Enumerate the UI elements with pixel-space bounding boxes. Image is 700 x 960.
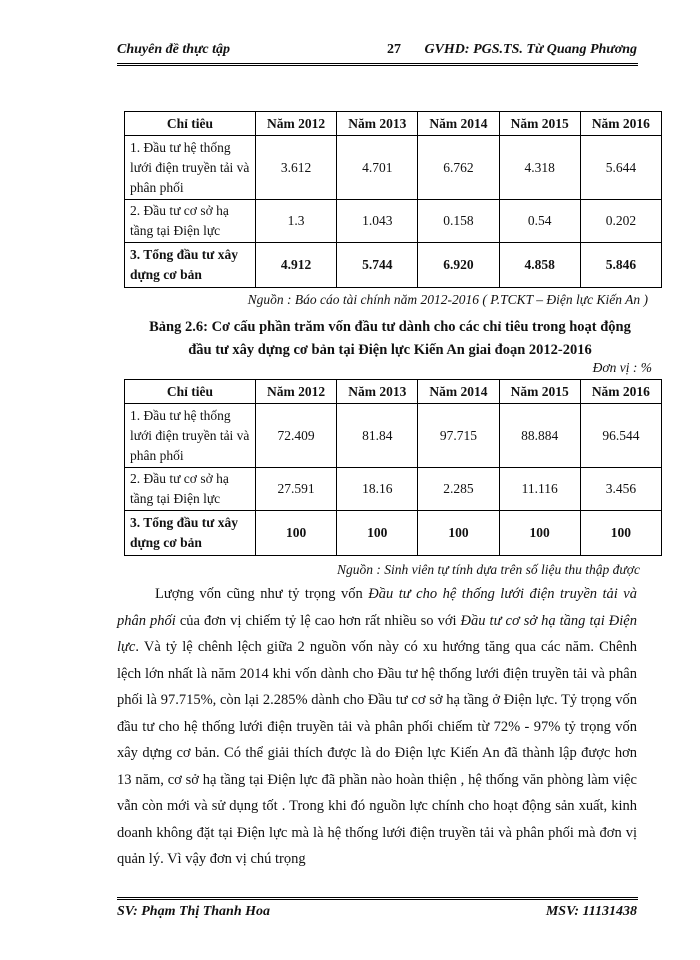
- table-cell: 1.3: [256, 200, 337, 243]
- column-header: Năm 2013: [337, 112, 418, 136]
- table-caption: Bảng 2.6: Cơ cấu phần trăm vốn đầu tư dành cho các chỉ tiêu trong hoạt động: [149, 319, 631, 335]
- table-cell: 5.744: [337, 243, 418, 288]
- table-cell: 1.043: [337, 200, 418, 243]
- row-label: 1. Đầu tư hệ thống lưới điện truyền tải và phân phối: [125, 404, 256, 468]
- table-row-total: [125, 243, 662, 288]
- table-cell: 5.644: [580, 136, 661, 200]
- row-label: 2. Đầu tư cơ sở hạ tầng tại Điện lực: [125, 200, 256, 243]
- column-header: Năm 2015: [499, 112, 580, 136]
- row-label: 3. Tổng đầu tư xây dựng cơ bản: [125, 243, 256, 288]
- header-rule-2: [117, 65, 638, 66]
- column-header: Năm 2012: [256, 380, 337, 404]
- header-title: Chuyên đề thực tập: [117, 42, 231, 57]
- table-row: [125, 404, 662, 468]
- table-cell: 100: [337, 511, 418, 556]
- table-cell: 100: [418, 511, 499, 556]
- table-source-note-2: Nguồn : Sinh viên tự tính dựa trên số liệu thu thập được: [336, 562, 640, 577]
- column-header: Năm 2016: [580, 380, 661, 404]
- paragraph-run: của đơn vị chiếm tỷ lệ cao hơn rất nhiều so với: [175, 612, 461, 629]
- table-cell: 97.715: [418, 404, 499, 468]
- table-cell: 0.158: [418, 200, 499, 243]
- page-footer: [117, 904, 637, 924]
- table-cell: 4.318: [499, 136, 580, 200]
- table-cell: 6.920: [418, 243, 499, 288]
- page-header: [117, 38, 637, 62]
- table-cell: 72.409: [256, 404, 337, 468]
- table-cell: 4.912: [256, 243, 337, 288]
- table-cell: 3.612: [256, 136, 337, 200]
- table-cell: 96.544: [580, 404, 661, 468]
- column-header: Chỉ tiêu: [125, 380, 256, 404]
- column-header: Năm 2013: [337, 380, 418, 404]
- column-header: Năm 2015: [499, 380, 580, 404]
- paragraph-text: [117, 581, 637, 873]
- table-cell: 27.591: [256, 468, 337, 511]
- table-cell: 6.762: [418, 136, 499, 200]
- investment-table: [124, 111, 662, 288]
- footer-student: SV: Phạm Thị Thanh Hoa: [117, 904, 271, 919]
- paragraph-emphasis: Đầu tư cho hệ thống lưới điện truyền tải và phân phối: [117, 586, 637, 629]
- row-label: 2. Đầu tư cơ sở hạ tầng tại Điện lực: [125, 468, 256, 511]
- table-cell: 0.202: [580, 200, 661, 243]
- paragraph-run: . Và tỷ lệ chênh lệch giữa 2 nguồn vốn này có xu hướng tăng qua các năm. Chênh lệch lớn nhất là năm 2014 khi vốn dành cho Đầu tư hệ thống lưới điện truyền tải và phân phối là 97.715%, còn lại 2.285% dành cho Đầu tư cơ sở hạ tầng ở Điện lực. Tỷ trọng vốn đầu tư cho hệ thống lưới điện truyền tải và phân phối chiếm từ 72% - 97% tỷ trọng vốn xây dựng cơ bản. Có thể giải thích được là do Điện lực Kiến An đã thành lập được hơn 13 năm, cơ sở hạ tầng tại Điện lực đã phần nào hoàn thiện , hệ thống văn phòng làm việc vẫn còn mới và sử dụng tốt . Trong khi đó nguồn lực chính cho hoạt động sản xuất, kinh doanh không đặt tại Điện lực mà là hệ thống lưới điện truyền tải và phân phối mà đơn vị quản lý. Vì vậy đơn vị chú trọng: [117, 639, 637, 867]
- table-cell: 18.16: [337, 468, 418, 511]
- row-label: 1. Đầu tư hệ thống lưới điện truyền tải và phân phối: [125, 136, 256, 200]
- table-cell: 100: [580, 511, 661, 556]
- column-header: Năm 2016: [580, 112, 661, 136]
- paragraph-run: Lượng vốn cũng như tỷ trọng vốn: [155, 586, 369, 602]
- table-row: [125, 468, 662, 511]
- table-cell: 0.54: [499, 200, 580, 243]
- table-row: [125, 200, 662, 243]
- column-header: Năm 2012: [256, 112, 337, 136]
- percentage-table: [124, 379, 662, 556]
- table-header-row: [125, 380, 662, 404]
- column-header: Chỉ tiêu: [125, 112, 256, 136]
- page-number: 27: [387, 42, 401, 57]
- paragraph-emphasis: Đầu tư cơ sở hạ tầng tại Điện lực: [117, 612, 637, 655]
- table-row-total: [125, 511, 662, 556]
- table-cell: 100: [499, 511, 580, 556]
- table-row: [125, 136, 662, 200]
- table-header-row: [125, 112, 662, 136]
- footer-rule: [117, 897, 638, 898]
- header-advisor: GVHD: PGS.TS. Từ Quang Phương: [424, 42, 637, 57]
- table-cell: 2.285: [418, 468, 499, 511]
- table-cell: 5.846: [580, 243, 661, 288]
- column-header: Năm 2014: [418, 112, 499, 136]
- table-source-note: Nguồn : Báo cáo tài chính năm 2012-2016 ( P.TCKT – Điện lực Kiến An ): [247, 292, 648, 307]
- row-label: 3. Tổng đầu tư xây dựng cơ bản: [125, 511, 256, 556]
- table-cell: 100: [256, 511, 337, 556]
- table-cell: 11.116: [499, 468, 580, 511]
- table-cell: 3.456: [580, 468, 661, 511]
- header-rule: [117, 63, 638, 64]
- unit-note: Đơn vị : %: [592, 360, 652, 375]
- table-cell: 88.884: [499, 404, 580, 468]
- table-cell: 4.701: [337, 136, 418, 200]
- footer-student-id: MSV: 11131438: [545, 904, 637, 919]
- table-cell: 4.858: [499, 243, 580, 288]
- column-header: Năm 2014: [418, 380, 499, 404]
- body-paragraph: [117, 581, 637, 873]
- table-cell: 81.84: [337, 404, 418, 468]
- footer-rule-2: [117, 899, 638, 900]
- table-caption-line2: đầu tư xây dựng cơ bản tại Điện lực Kiến An giai đoạn 2012-2016: [188, 342, 592, 358]
